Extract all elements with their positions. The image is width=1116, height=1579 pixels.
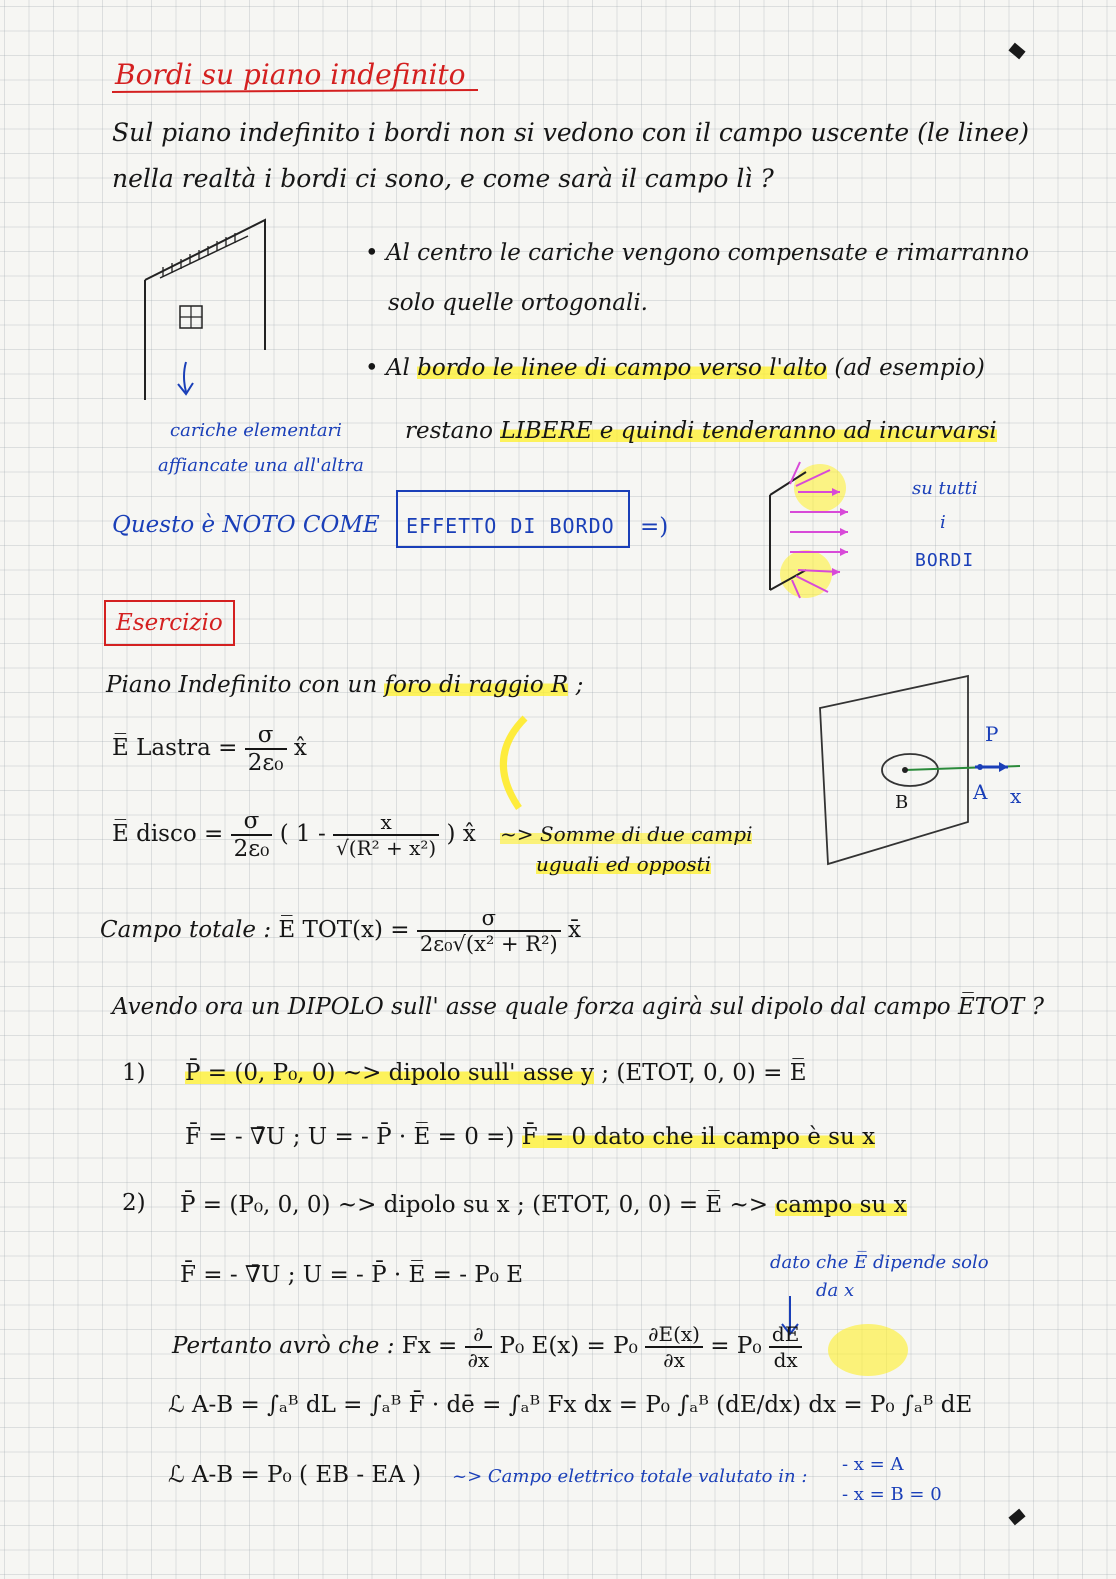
therefore-line	[172, 1322, 802, 1372]
dipole-question: Avendo ora un DIPOLO sull' asse quale forza agirà sul dipolo dal campo E̅TOT ?	[112, 994, 1044, 1020]
therefore-lhs: Pertanto avrò che :	[172, 1333, 395, 1359]
eq-total-dir: x̄	[568, 917, 582, 943]
eq-disc-equals: =	[204, 821, 224, 847]
eq-disc-open: ( 1 -	[279, 821, 326, 847]
page-title: Bordi su piano indefinito	[115, 58, 466, 91]
eq-disc-inner-den: √(R² + x²)	[336, 836, 437, 860]
bullet-border-text-b: (ad esempio)	[834, 355, 985, 381]
statement-end: ;	[575, 672, 584, 698]
on-all-borders-3: BORDI	[915, 550, 975, 571]
eq-disc-note-1-text: ~> Somme di due campi	[500, 822, 753, 846]
bullet-border-text-c: restano	[405, 418, 494, 444]
eq-plate-num: σ	[245, 722, 287, 750]
fig-label-x: x	[1010, 784, 1022, 808]
therefore-den2: ∂x	[663, 1348, 685, 1372]
eq-plate-equals: =	[218, 735, 238, 761]
case-1-result-highlight: F̄ = 0 dato che il campo è su x	[521, 1124, 876, 1150]
result-note: ~> Campo elettrico totale valutato in :	[452, 1466, 808, 1487]
eq-disc-lhs: E̅ disco	[112, 821, 197, 847]
case-1-number: 1)	[122, 1060, 146, 1086]
therefore-dx: ∂x	[467, 1348, 490, 1372]
case-1-highlight: P̄ = (0, P₀, 0) ~> dipolo sull' asse y	[185, 1060, 595, 1086]
eq-disc-num: σ	[231, 808, 273, 836]
case-2-text: P̄ = (P₀, 0, 0) ~> dipolo su x ; (ETOT, 0, 0) = E̅ ~>	[180, 1192, 769, 1218]
eq-plate-lhs: E̅ Lastra	[112, 735, 211, 761]
fig-label-b: B	[895, 792, 909, 813]
on-all-borders-2: i	[940, 512, 946, 533]
fig-label-a: A	[973, 780, 988, 804]
case-2-note-2: da x	[816, 1280, 855, 1301]
result-line: ℒ A-B = P₀ ( EB - EA )	[168, 1462, 422, 1488]
therefore-result-p0: P₀	[736, 1333, 762, 1359]
exercise-heading: Esercizio	[104, 600, 235, 646]
therefore-result-fraction	[769, 1322, 802, 1372]
statement-highlight: foro di raggio R	[384, 672, 569, 698]
figure-label-charges: cariche elementari	[170, 420, 342, 441]
case-2-highlight: campo su x	[775, 1192, 907, 1218]
eq-total-den: 2ε₀√(x² + R²)	[419, 932, 558, 956]
eq-total-lhs: Campo totale :	[100, 917, 272, 943]
therefore-d: ∂	[465, 1322, 493, 1348]
intro-line-2: nella realtà i bordi ci sono, e come sarà il campo lì ?	[112, 164, 774, 193]
bullet-border-highlight-1: bordo le linee di campo verso l'alto	[417, 355, 828, 381]
therefore-result-num: dE	[769, 1322, 802, 1348]
bullet-border-text-a: Al	[385, 355, 410, 381]
therefore-num2: ∂E(x)	[645, 1322, 703, 1348]
work-line: ℒ A-B = ∫ₐᴮ dL = ∫ₐᴮ F̄ · dē = ∫ₐᴮ Fx dx = P₀ ∫ₐᴮ (dE/dx) dx = P₀ ∫ₐᴮ dE	[168, 1392, 973, 1418]
effect-box: EFFETTO DI BORDO	[396, 490, 630, 548]
case-1-force: F̄ = - ∇̄U ; U = - P̄ · E̅ = 0 =)	[185, 1124, 515, 1150]
case-2-number: 2)	[122, 1190, 146, 1216]
on-all-borders-1: su tutti	[912, 478, 978, 499]
case-1-vector: ; (ETOT, 0, 0) = E̅	[601, 1060, 807, 1086]
intro-line-1: Sul piano indefinito i bordi non si vedono con il campo uscente (le linee)	[112, 118, 1030, 147]
eq-total-num: σ	[417, 906, 561, 932]
case-2-note-1: dato che E̅ dipende solo	[770, 1252, 989, 1273]
bullet-center-line-1: • Al centro le cariche vengono compensate e rimarranno	[365, 240, 1030, 266]
therefore-derivative	[465, 1322, 493, 1372]
eq-total-field-label: E̅ TOT(x) =	[278, 917, 410, 943]
therefore-mid: P₀ E(x) = P₀	[499, 1333, 638, 1359]
eq-disc-note-2-text: uguali ed opposti	[536, 852, 712, 876]
fig-label-p: P	[985, 722, 999, 746]
bullet-center-text-1: Al centro le cariche vengono compensate e rimarranno	[385, 240, 1030, 266]
result-condition-2: - x = B = 0	[842, 1484, 942, 1505]
bullet-center-line-2: solo quelle ortogonali.	[388, 290, 648, 316]
result-condition-1: - x = A	[842, 1454, 904, 1475]
eq-disc-close: ) x̂	[446, 821, 476, 847]
statement-text: Piano Indefinito con un	[106, 672, 378, 698]
figure-label-adjacent: affiancate una all'altra	[158, 455, 364, 476]
effect-lead-text: Questo è NOTO COME	[112, 512, 380, 538]
eq-plate-den: 2ε₀	[247, 750, 284, 776]
eq-disc-den: 2ε₀	[233, 836, 270, 862]
therefore-eq2: =	[710, 1333, 730, 1359]
bullet-border-highlight-2: LIBERE e quindi tenderanno ad incurvarsi	[500, 418, 997, 444]
effect-arrow: =)	[640, 514, 669, 540]
therefore-result-den: dx	[773, 1348, 798, 1372]
eq-plate-dir: x̂	[293, 735, 307, 761]
bullet-border-line-1: • Al bordo le linee di campo verso l'alto (ad esempio)	[365, 355, 985, 381]
therefore-derivative-2	[645, 1322, 703, 1372]
eq-disc-inner-num: x	[333, 810, 439, 836]
therefore-eq: Fx =	[401, 1333, 458, 1359]
case-2-line-b: F̄ = - ∇̄U ; U = - P̄ · E̅ = - P₀ E	[180, 1262, 524, 1288]
